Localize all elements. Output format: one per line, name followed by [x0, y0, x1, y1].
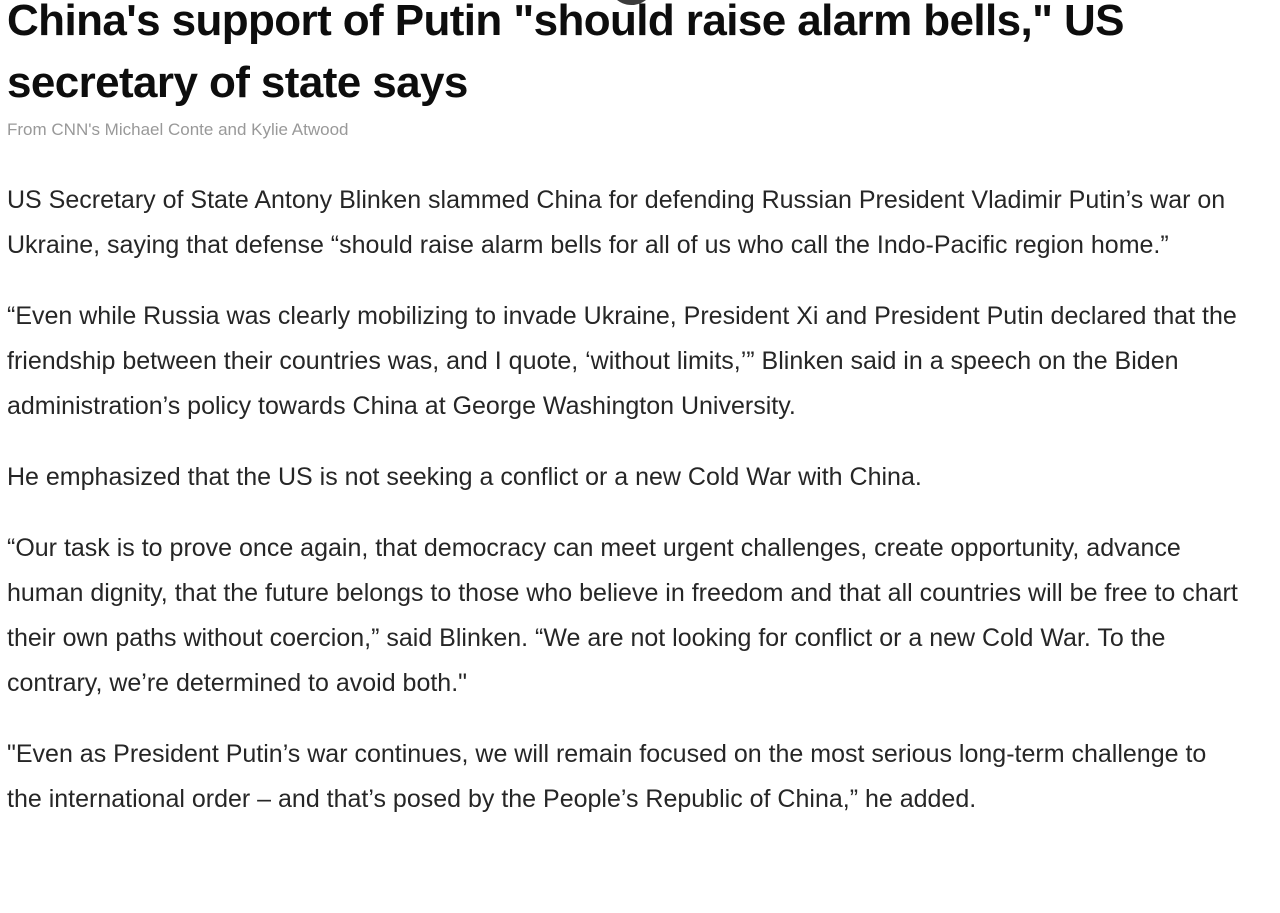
article-paragraph: “Even while Russia was clearly mobilizing to invade Ukraine, President Xi and President Putin declared that the friendship between their countries was, and I quote, ‘without limits,’” Blinken said in a speech on the Biden administration’s policy towards China at George Washington University.	[7, 302, 1237, 420]
article-paragraph: US Secretary of State Antony Blinken slammed China for defending Russian President Vladimir Putin’s war on Ukraine, saying that defense “should raise alarm bells for all of us who call the Indo-Pacific region home.”	[7, 186, 1226, 259]
article-body	[7, 178, 1244, 822]
article-paragraph: “Our task is to prove once again, that democracy can meet urgent challenges, create opportunity, advance human dignity, that the future belongs to those who believe in freedom and that all countries will be free to chart their own paths without coercion,” said Blinken. “We are not looking for conflict or a new Cold War. To the contrary, we’re determined to avoid both."	[7, 534, 1238, 697]
headline: China's support of Putin "should raise alarm bells," US secretary of state says	[7, 0, 1124, 107]
byline: From CNN's Michael Conte and Kylie Atwood	[7, 120, 349, 139]
article-paragraph: "Even as President Putin’s war continues, we will remain focused on the most serious long-term challenge to the international order – and that’s posed by the People’s Republic of China,” he added.	[7, 740, 1207, 813]
article-paragraph: He emphasized that the US is not seeking a conflict or a new Cold War with China.	[7, 463, 922, 491]
